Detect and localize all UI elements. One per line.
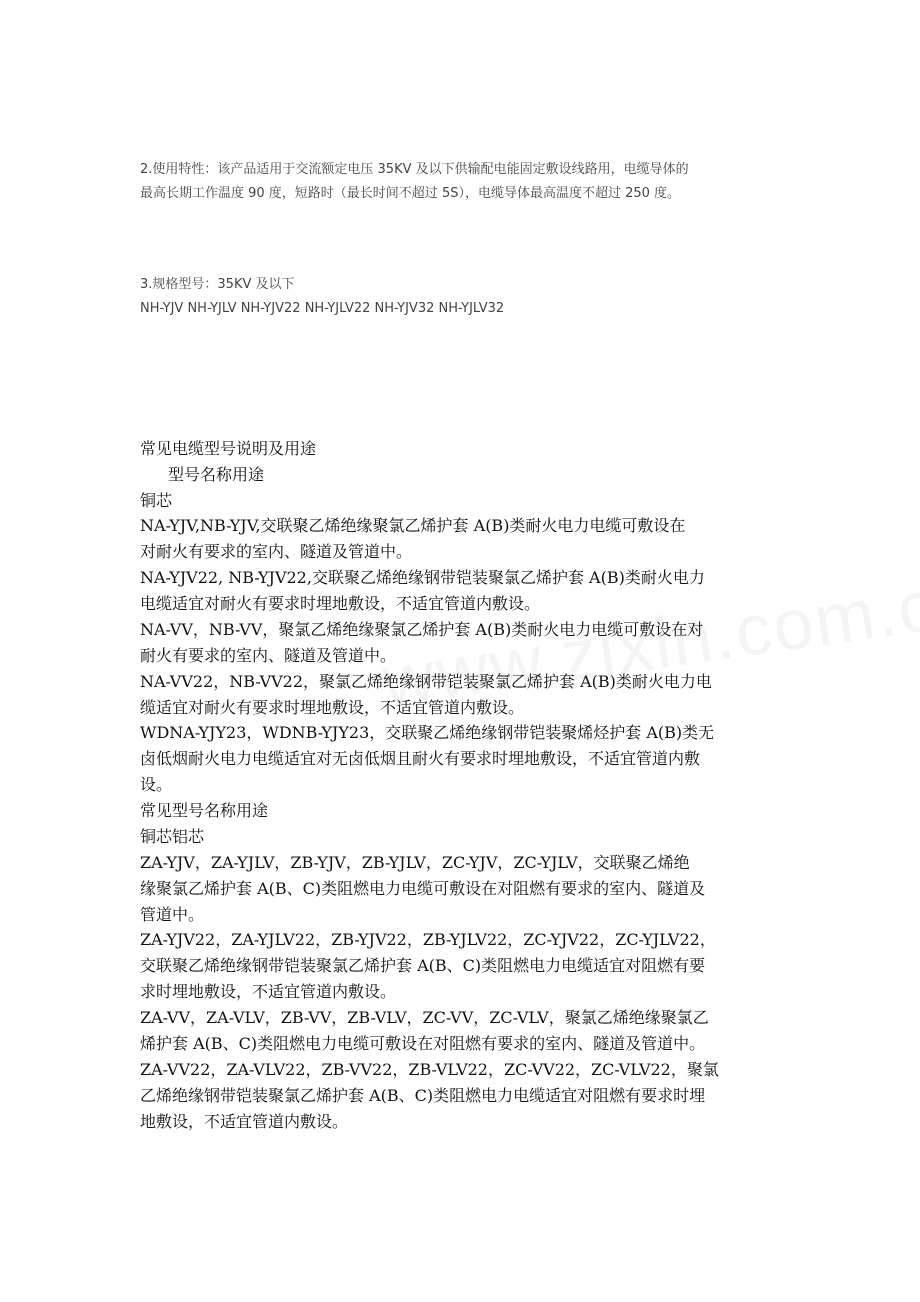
- paragraph-7-line-3: 求时埋地敷设，不适宜管道内敷设。: [140, 982, 397, 1001]
- section-heading-2: 常见型号名称用途: [140, 801, 269, 820]
- paragraph-7-line-2: 交联聚乙烯绝缘钢带铠装聚氯乙烯护套 A(B、C)类阻燃电力电缆适宜对阻燃有要: [140, 956, 706, 975]
- spec-model-title: 3.规格型号：35KV 及以下: [140, 277, 295, 292]
- usage-characteristics-line-1: 2.使用特性：该产品适用于交流额定电压 35KV 及以下供输配电能固定敷设线路用，电缆导体的: [140, 162, 689, 177]
- paragraph-6-line-3: 管道中。: [140, 905, 205, 924]
- paragraph-9-line-2: 乙烯绝缘钢带铠装聚氯乙烯护套 A(B、C)类阻燃电力电缆适宜对阻燃有要求时埋: [140, 1086, 706, 1105]
- paragraph-3-line-2: 耐火有要求的室内、隧道及管道中。: [140, 646, 397, 665]
- paragraph-9-line-1: ZA-VV22，ZA-VLV22，ZB-VV22，ZB-VLV22，ZC-VV22，ZC-VLV22，聚氯: [140, 1060, 719, 1079]
- paragraph-8-line-1: ZA-VV，ZA-VLV，ZB-VV，ZB-VLV，ZC-VV，ZC-VLV，聚氯乙烯绝缘聚氯乙: [140, 1008, 709, 1027]
- sub-heading: 型号名称用途: [168, 465, 265, 484]
- copper-aluminum-core-label: 铜芯铝芯: [140, 827, 205, 846]
- paragraph-1-line-1: NA-YJV,NB-YJV,交联聚乙烯绝缘聚氯乙烯护套 A(B)类耐火电力电缆可敷设在: [140, 516, 686, 535]
- paragraph-5-line-1: WDNA-YJY23，WDNB-YJY23，交联聚乙烯绝缘钢带铠装聚烯烃护套 A(B)类无: [140, 723, 715, 742]
- paragraph-5-line-3: 设。: [140, 775, 173, 794]
- paragraph-5-line-2: 卤低烟耐火电力电缆适宜对无卤低烟且耐火有要求时埋地敷设，不适宜管道内敷: [140, 749, 701, 768]
- paragraph-4-line-1: NA-VV22，NB-VV22，聚氯乙烯绝缘钢带铠装聚氯乙烯护套 A(B)类耐火电力电: [140, 672, 712, 691]
- paragraph-4-line-2: 缆适宜对耐火有要求时埋地敷设，不适宜管道内敷设。: [140, 698, 525, 717]
- copper-core-label: 铜芯: [140, 491, 173, 510]
- paragraph-2-line-1: NA-YJV22, NB-YJV22,交联聚乙烯绝缘钢带铠装聚氯乙烯护套 A(B)类耐火电力: [140, 568, 705, 587]
- paragraph-1-line-2: 对耐火有要求的室内、隧道及管道中。: [140, 542, 413, 561]
- paragraph-3-line-1: NA-VV，NB-VV，聚氯乙烯绝缘聚氯乙烯护套 A(B)类耐火电力电缆可敷设在对: [140, 620, 704, 639]
- paragraph-8-line-2: 烯护套 A(B、C)类阻燃电力电缆可敷设在对阻燃有要求的室内、隧道及管道中。: [140, 1034, 706, 1053]
- usage-characteristics-line-2: 最高长期工作温度 90 度，短路时（最长时间不超过 5S），电缆导体最高温度不超过 250 度。: [140, 186, 681, 201]
- paragraph-7-line-1: ZA-YJV22，ZA-YJLV22，ZB-YJV22，ZB-YJLV22，ZC-YJV22，ZC-YJLV22，: [140, 930, 716, 949]
- paragraph-9-line-3: 地敷设，不适宜管道内敷设。: [140, 1112, 349, 1131]
- paragraph-2-line-2: 电缆适宜对耐火有要求时埋地敷设，不适宜管道内敷设。: [140, 594, 541, 613]
- paragraph-6-line-2: 缘聚氯乙烯护套 A(B、C)类阻燃电力电缆可敷设在对阻燃有要求的室内、隧道及: [140, 879, 706, 898]
- main-heading: 常见电缆型号说明及用途: [140, 439, 317, 458]
- paragraph-6-line-1: ZA-YJV，ZA-YJLV，ZB-YJV，ZB-YJLV，ZC-YJV，ZC-YJLV，交联聚乙烯绝: [140, 853, 690, 872]
- spec-model-list: NH-YJV NH-YJLV NH-YJV22 NH-YJLV22 NH-YJV32 NH-YJLV32: [140, 301, 505, 316]
